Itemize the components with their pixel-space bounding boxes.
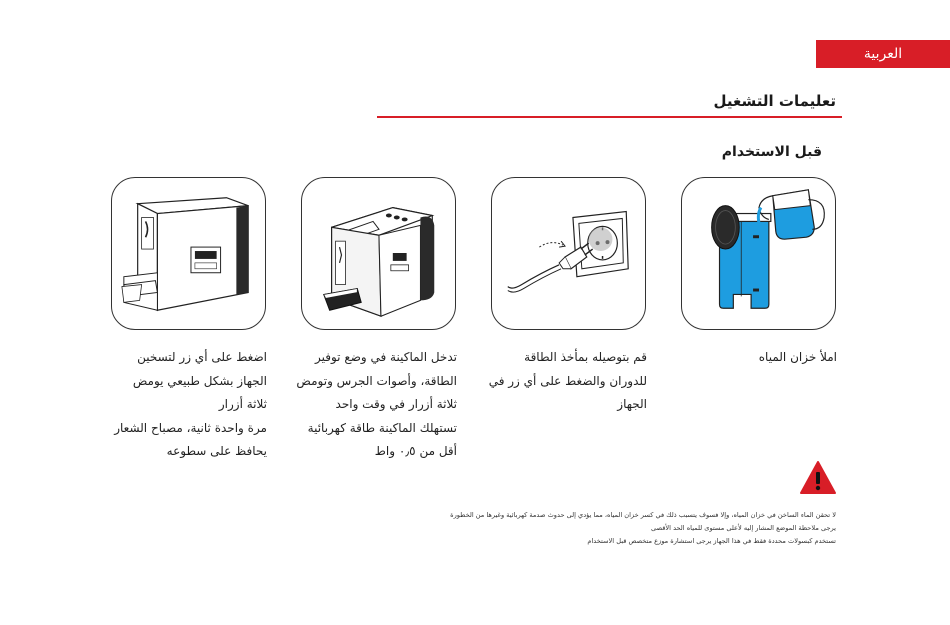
language-tab: العربية bbox=[816, 40, 950, 68]
step-4-line: الجهاز بشكل طبيعي يومض bbox=[132, 373, 267, 388]
step-4-line: يحافظ على سطوعه bbox=[166, 444, 267, 458]
step-1-text bbox=[677, 346, 837, 370]
coffee-machine-icon bbox=[302, 178, 455, 329]
step-2-line: قم بتوصيله بمأخذ الطاقة bbox=[524, 350, 647, 364]
step-2-illustration bbox=[491, 177, 646, 330]
step-2-text bbox=[487, 346, 647, 417]
warning-notes bbox=[376, 509, 836, 548]
step-2-line: للدوران والضغط على أي زر في bbox=[488, 373, 647, 388]
subsection-title: قبل الاستخدام bbox=[721, 144, 822, 160]
coffee-machine-front-icon bbox=[112, 178, 265, 329]
step-3-line: ثلاثة أزرار في وقت واحد bbox=[335, 397, 457, 411]
step-2-line: الجهاز bbox=[617, 397, 647, 411]
step-3-illustration bbox=[301, 177, 456, 330]
step-3-line: تستهلك الماكينة طاقة كهربائية bbox=[307, 420, 457, 435]
warning-line: لا تحقن الماء الساخن في خزان المياه، وإلا فسوف يتسبب ذلك في كسر خزان المياه، مما يؤدي إلى حدوث صدمة كهربائية وغيرها من الخطورة bbox=[450, 511, 836, 519]
step-3-text bbox=[297, 346, 457, 464]
step-3-line: أقل من ٠٫٥ واط bbox=[374, 444, 457, 458]
warning-line: يرجى ملاحظة الموضع المشار إليه لأعلى مستوى للمياه الحد الأقصى bbox=[651, 524, 836, 532]
step-1-illustration bbox=[681, 177, 836, 330]
section-title: تعليمات التشغيل bbox=[713, 92, 836, 110]
warning-triangle-icon bbox=[799, 459, 837, 497]
step-4-line: مرة واحدة ثانية، مصباح الشعار bbox=[114, 420, 267, 435]
step-4-illustration bbox=[111, 177, 266, 330]
warning-line: تستخدم كبسولات محددة فقط في هذا الجهاز يرجى استشارة موزع متخصص قبل الاستخدام bbox=[587, 537, 836, 545]
title-divider bbox=[377, 116, 842, 118]
step-4-line: اضغط على أي زر لتسخين bbox=[137, 350, 267, 364]
step-3-line: تدخل الماكينة في وضع توفير bbox=[314, 350, 457, 364]
step-1-line: املأ خزان المياه bbox=[758, 350, 837, 364]
step-3-line: الطاقة، وأصوات الجرس وتومض bbox=[296, 373, 457, 388]
power-plug-icon bbox=[492, 178, 645, 329]
step-4-line: ثلاثة أزرار bbox=[218, 397, 267, 411]
step-4-text bbox=[107, 346, 267, 464]
water-tank-fill-icon bbox=[682, 178, 835, 329]
